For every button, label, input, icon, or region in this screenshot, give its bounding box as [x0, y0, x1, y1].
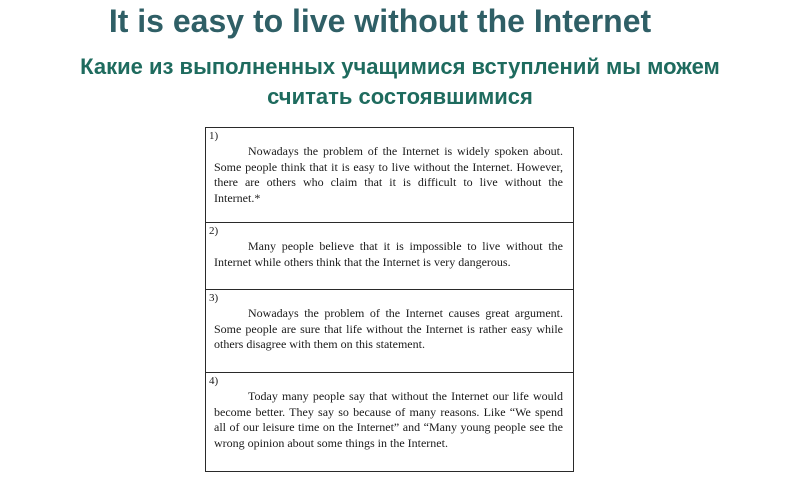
option-number: 1)	[209, 130, 219, 142]
option-text: Today many people say that without the Internet our life would become better. They say so because of many reasons. Like “We spend all of our leisure time on the Internet” and “Many young people see the wrong opinion about some things in the Internet.	[214, 389, 563, 450]
option-number: 4)	[209, 375, 219, 387]
slide-title: It is easy to live without the Internet	[108, 3, 652, 39]
option-number: 2)	[209, 225, 219, 237]
option-text: Many people believe that it is impossible to live without the Internet while others think that the Internet is very dangerous.	[214, 239, 563, 269]
option-row-4	[206, 373, 573, 471]
option-row-3	[206, 290, 573, 373]
option-row-1	[206, 128, 573, 223]
option-row-2	[206, 223, 573, 290]
option-text: Nowadays the problem of the Internet is widely spoken about. Some people think that it is easy to live without the Internet. However, there are others who claim that it is difficult to live without the Internet.*	[214, 144, 563, 205]
option-text: Nowadays the problem of the Internet causes great argument. Some people are sure that life without the Internet is rather easy while others disagree with them on this statement.	[214, 306, 563, 351]
options-table	[205, 127, 574, 472]
option-number: 3)	[209, 292, 219, 304]
slide-subtitle: Какие из выполненных учащимися вступлений мы можем считать состоявшимися	[80, 54, 720, 109]
